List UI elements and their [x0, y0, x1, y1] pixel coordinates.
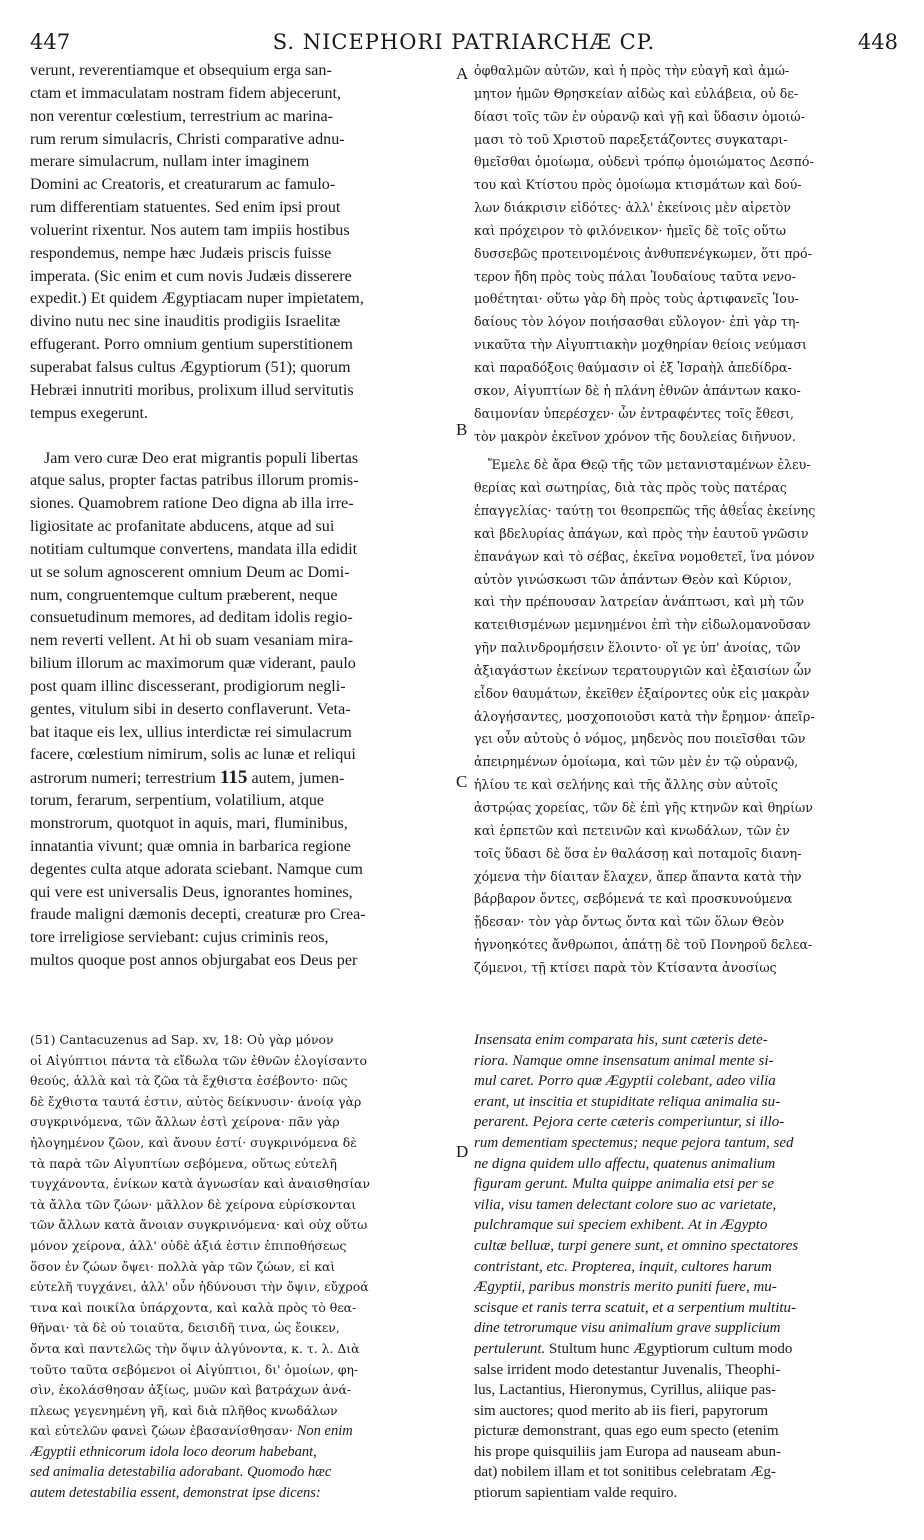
footnote-right: [474, 1030, 898, 1530]
footnote-line: ptiorum sapientiam valde requiro.: [474, 1485, 678, 1502]
footnote-line: pulchramque sui speciem exhibent. At in Ægypto: [474, 1217, 768, 1234]
footnote-line: Ægyptii, paribus monstris merito puniti fuere, mu-: [474, 1279, 777, 1296]
text-line: χόμενα τὴν δίαιταν ἔλαχεν, ἅπερ ἅπαντα κατὰ τὴν: [474, 868, 802, 884]
text-line: post quam illinc discesserant, prodigiorum negli-: [30, 677, 346, 695]
text-fragment: autem, jumen-: [251, 770, 345, 788]
text-line: Hebræi innutriti moribus, prolixum illud servitutis: [30, 381, 354, 399]
text-line: non verentur cœlestium, terrestrium ac marina-: [30, 107, 333, 125]
footnote-line: εὐτελῆ τυγχάνει, ἀλλ' οὖν ἡδύνουσι τὴν ὄψιν, εὔχροά: [30, 1279, 369, 1295]
footnote-line: scisque et ranis terra scatuit, et a serpentium multitu-: [474, 1299, 797, 1316]
column-number: 115: [219, 767, 248, 789]
footnote-line: τυγχάνοντα, ἐνίκων κατὰ ἀγνωσίαν καὶ ἀναισθησίαν: [30, 1176, 371, 1192]
text-line: τοῖς ὕδασι δὲ ὅσα ἐν θαλάσσῃ καὶ ποταμοῖς διανη-: [474, 845, 802, 861]
text-line: ἀξιαγάστων ἐκείνων τερατουργιῶν καὶ ἐξαισίων ὧν: [474, 662, 812, 678]
text-line: μασι τὸ τοῦ Χριστοῦ παρεξετάζοντες συγκαταρι-: [474, 131, 788, 147]
text-line: [30, 767, 452, 790]
text-line: imperata. (Sic enim et cum novis Judæis disserere: [30, 267, 352, 285]
latin-paragraph-1: [30, 60, 452, 426]
text-line: γει οὖν αὐτοὺς ὁ νόμος, μηδενὸς που ποιεῖσθαι τῶν: [474, 731, 806, 747]
footnote-line: ἠλογημένον ζῶον, καὶ ἄνουν ἐστί· συγκρινόμενα δὲ: [30, 1134, 357, 1150]
footnote-line: Insensata enim comparata his, sunt cæteris dete-: [474, 1032, 768, 1048]
footnote-line: μόνον χείρονα, ἀλλ' οὐδὲ ἀξιά ἐστιν ἐπιποθήσεως: [30, 1237, 347, 1253]
text-line: ἐπαγγελίας· ταύτῃ τοι θεοπρεπῶς τῆς ἀθεΐας ἐκείνης: [474, 503, 816, 519]
text-line: tempus exegerunt.: [30, 404, 148, 422]
footnote-line: τὰ παρὰ τῶν Αἰγυπτίων σεβόμενα, οὕτως εὐτελῆ: [30, 1155, 337, 1171]
text-line: νικαῦτα τὴν Αἰγυπτιακὴν μοχθηρίαν θείοις νεύμασι: [474, 337, 807, 353]
text-line: ligiositate ac profanitate abducens, atque ad sui: [30, 518, 335, 536]
text-line: merare simulacrum, nullam inter imaginem: [30, 153, 310, 171]
text-fragment: καὶ εὐτελῶν φανεὶ ζώων ἐβασανίσθησαν·: [30, 1423, 293, 1439]
text-line: καὶ ἑρπετῶν καὶ πετεινῶν καὶ κνωδάλων, τῶν ἐν: [474, 822, 790, 838]
text-line: voluerint rixentur. Nos autem tam impiis hostibus: [30, 221, 350, 239]
footnote-line: ne digna quidem ullo affectu, quatenus animalium: [474, 1155, 776, 1172]
footnote-line: salse irrident modo detestantur Juvenalis, Theophi-: [474, 1361, 781, 1378]
text-line: multos quoque post annos objurgabat eos Deus per: [30, 952, 358, 970]
footnote-line: [474, 1339, 898, 1360]
footnote-line: lus, Lactantius, Hieronymus, Cyrillus, aliique pas-: [474, 1382, 777, 1399]
latin-paragraph-2: [30, 448, 452, 973]
greek-paragraph-2: [474, 454, 898, 979]
text-fragment: Non enim: [296, 1423, 353, 1440]
text-line: superabat falsus cultus Ægyptiorum (51); quorum: [30, 358, 351, 376]
footnote-line: [30, 1421, 452, 1442]
text-line: ut se solum agnoscerent omnium Deum ac Domi-: [30, 563, 350, 581]
text-line: respondemus, nempe hæc Judæis priscis fuisse: [30, 244, 332, 262]
text-line: verunt, reverentiamque et obsequium erga san-: [30, 62, 332, 79]
text-line: torum, ferarum, serpentium, volatilium, atque: [30, 792, 325, 810]
footnote-line: ὅσον ἐν ζώων ὄψει· πολλὰ γὰρ τῶν ζώων, εἰ καὶ: [30, 1258, 336, 1274]
text-line: ὀφθαλμῶν αὐτῶν, καὶ ἡ πρὸς τὴν εὐαγῆ καὶ ἀμώ-: [474, 63, 790, 78]
text-line: ἐπανάγων καὶ τὸ σέβας, ἐκεῖνα νομοθετεῖ, ἵνα μόνον: [474, 548, 815, 564]
footnote-line: οἱ Αἰγύπτιοι πάντα τὰ εἴδωλα τῶν ἐθνῶν ἐλογίσαντο: [30, 1052, 368, 1068]
text-line: atque salus, propter factas patribus illorum promis-: [30, 472, 359, 490]
text-line: γῆν παλινδρομήσειν ἕλοιντο· οἵ γε ὑπ' ἀνοίας, τῶν: [474, 640, 801, 656]
text-line: num, congruentemque cultum præberent, neque: [30, 586, 338, 604]
greek-paragraph-1: [474, 60, 898, 448]
text-line: λων διάκρισιν εἰδότες· ἀλλ' ἐκείνοις μὲν αἱρετὸν: [474, 200, 791, 216]
footnote-line: sed animalia detestabilia adorabant. Quomodo hæc: [30, 1464, 332, 1481]
text-line: τερον ἤδη πρὸς τοὺς πάλαι Ἰουδαίους ταῦτα νενο-: [474, 268, 796, 284]
text-line: καὶ πρόχειρον τὸ φιλόνεικον· ἡμεῖς δὲ τοῖς οὕτω: [474, 222, 787, 238]
text-line: tore irreligiose serviebant: cujus criminis reos,: [30, 929, 329, 947]
running-title: S. NICEPHORI PATRIARCHÆ CP.: [272, 30, 656, 54]
text-line: μητον ἡμῶν Θρησκείαν αἰδὼς καὶ εὐλάβεια, οὐ δε-: [474, 85, 799, 101]
text-line: μοθέτηται· οὕτω γὰρ δὴ πρὸς τοὺς ἀρτιφανεῖς Ἰου-: [474, 291, 799, 307]
footnote-line: Ægyptii ethnicorum idola loco deorum habebant,: [30, 1443, 317, 1460]
text-line: ctam et immaculatam nostram fidem abjecerunt,: [30, 84, 342, 102]
footnote-line: τῶν ἄλλων κατὰ ἄνοιαν συγκρινόμενα· καὶ οὐχ οὕτω: [30, 1217, 368, 1233]
footnote-line: θῆναι· τὰ δὲ οὐ τοιαῦτα, δεισιδῆ τινα, ὡς ἔοικεν,: [30, 1320, 340, 1336]
footnote-line: σὶν, ἐκολάσθησαν ἀξίως, μυῶν καὶ βατράχων ἀνά-: [30, 1382, 352, 1398]
text-line: expedit.) Et quidem Ægyptiacam nuper impietatem,: [30, 290, 364, 308]
text-line: fraude maligni dæmonis decepti, creaturæ pro Crea-: [30, 906, 366, 924]
section-marker-d: D: [456, 1142, 469, 1161]
text-fragment: astrorum numeri; terrestrium: [30, 770, 216, 788]
text-line: αὐτὸν γινώσκωσι τῶν ἁπάντων Θεὸν καὶ Κύριον,: [474, 571, 792, 587]
footnote-line: rum dementiam spectemus; neque pejora tantum, sed: [474, 1134, 794, 1151]
text-fragment: pertulerunt.: [474, 1340, 546, 1357]
text-line: degentes culta atque adorata sciebant. Namque cum: [30, 860, 363, 878]
footnote-line: cultæ belluæ, turpi genere sunt, et omnino spectatores: [474, 1237, 799, 1254]
text-line: θμεῖσθαι ὁμοίωμα, οὐδενὶ τρόπῳ ὁμοιώματος Δεσπό-: [474, 154, 814, 170]
text-line: ἀστρῴας χορείας, τῶν δὲ ἐπὶ γῆς κτηνῶν καὶ θηρίων: [474, 800, 813, 815]
text-line: Domini ac Creatoris, et creaturarum ac famulo-: [30, 176, 336, 194]
text-line: rum rerum simulacris, Christi comparative adnu-: [30, 130, 345, 148]
footnote-line: dat) nobilem illam et tot sonitibus celebratam Æg-: [474, 1464, 777, 1481]
text-line: rum differentiam statuentes. Sed enim ipsi prout: [30, 199, 341, 217]
footnote-line: τοῦτο ταῦτα σεβόμενοι οἱ Αἰγύπτιοι, δι' ὁμοίων, φη-: [30, 1361, 359, 1377]
latin-column: [30, 60, 452, 980]
text-line: qui vere est universalis Deus, ignorantes homines,: [30, 883, 353, 901]
text-line: Ἔμελε δὲ ἄρα Θεῷ τῆς τῶν μετανισταμένων ἐλευ-: [488, 457, 811, 473]
text-line: ἀπειρημένων ὁμοίωμα, καὶ τῶν μὲν ἐν τῷ οὐρανῷ,: [474, 754, 799, 770]
text-line: ᾔδεσαν· τὸν γὰρ ὄντως ὄντα καὶ τῶν ὅλων Θεὸν: [474, 914, 785, 930]
text-line: ἠγνοηκότες ἄνθρωποι, ἀπάτῃ δὲ τοῦ Πονηροῦ δελεα-: [474, 937, 813, 953]
text-line: τὸν μακρὸν ἐκεῖνον χρόνον τῆς δουλείας διῆνυον.: [474, 428, 796, 444]
text-line: effugerant. Porro omnium gentium superstitionem: [30, 336, 353, 354]
footnote-line: vilia, visu tamen delectant colore suo ac varietate,: [474, 1196, 777, 1213]
text-line: καὶ τὴν πρέπουσαν λατρείαν ἀνάπτωσι, καὶ μὴ τῶν: [474, 594, 805, 610]
text-line: ἡλίου τε καὶ σελήνης καὶ τῆς ἄλλης σὺν αὐτοῖς: [474, 777, 778, 793]
text-line: ζόμενοι, τῇ κτίσει παρὰ τὸν Κτίσαντα ἀνοσίως: [474, 959, 777, 975]
footnote-line: τὰ ἄλλα τῶν ζώων· μᾶλλον δὲ χείρονα εὑρίσκονται: [30, 1196, 357, 1212]
text-line: facere, cœlestium nimirum, solis ac lunæ et reliqui: [30, 746, 356, 764]
text-line: δυσσεβῶς προτεινομένοις ἀνθυπενέγκωμεν, ὅτι πρό-: [474, 245, 812, 261]
footnote-line: δὲ ἔχθιστα ταυτά ἐστιν, αὐτὸς δείκνυσιν· ἀνοίᾳ γὰρ: [30, 1093, 362, 1109]
page-number-left: 447: [30, 30, 71, 54]
text-line: Jam vero curæ Deo erat migrantis populi libertas: [44, 449, 359, 467]
footnote-line: perarent. Pejora certe cæteris comperiuntur, si illo-: [474, 1114, 785, 1131]
footnote-line: his prope quisquiliis jam Europa ad nauseam abun-: [474, 1443, 782, 1460]
text-line: gentes, vitulum sibi in deserto conflaverunt. Veta-: [30, 700, 351, 718]
text-line: monstrorum, quotquot in aquis, mari, fluminibus,: [30, 815, 348, 832]
text-line: δαίους τὸν λόγον ποιήσασθαι εὔλογον· ἐπὶ γὰρ τη-: [474, 314, 800, 330]
section-marker-c: C: [456, 772, 468, 791]
text-line: εἶδον θαυμάτων, ἐκεῖθεν ἐξαίροντες οὐκ εἰς μακρὰν: [474, 685, 810, 701]
paragraph-gap: [30, 426, 452, 448]
footnote-line: figuram gerunt. Multa quippe animalia etsi per se: [474, 1176, 774, 1193]
footnote-line: συγκρινόμενα, τῶν ἄλλων ἐστὶ χείρονα· πᾶν γὰρ: [30, 1114, 340, 1130]
text-line: siones. Quamobrem ratione Deo digna ab illa irre-: [30, 495, 354, 513]
footnote-line: contristant, etc. Propterea, inquit, cultores harum: [474, 1258, 772, 1275]
text-line: bilium illorum ac maximorum quæ viderant, paulo: [30, 655, 356, 673]
greek-column: [474, 60, 898, 980]
footnote-line: riora. Namque omne insensatum animal mente si-: [474, 1052, 774, 1069]
running-header: [30, 30, 898, 60]
text-line: nem reverti vellent. At hi ob suam vesaniam mira-: [30, 632, 354, 650]
text-line: καὶ παραδόξοις θαύμασιν οἱ ἐξ Ἰσραὴλ ἀπεδίδρα-: [474, 359, 792, 375]
footnote-line: sim auctores; quod merito ab iis fieri, papyrorum: [474, 1402, 769, 1419]
text-line: θερίας καὶ σωτηρίας, διὰ τὰς πρὸς τοὺς πατέρας: [474, 480, 787, 496]
text-line: innatantia vivunt; quæ omnia in barbarica regione: [30, 837, 351, 855]
footnote-line: πλεως γεγενημένη γῆ, καὶ διὰ πλῆθος κνωδάλων: [30, 1402, 338, 1418]
text-line: του καὶ Κτίστου πρὸς ὁμοίωμα κτισμάτων καὶ δού-: [474, 177, 802, 193]
footnote-line: τινα καὶ ποικίλα ὑπάρχοντα, καὶ καλὰ πρὸς τὸ θεα-: [30, 1299, 357, 1315]
text-line: βάρβαρον ὄντες, σεβόμενά τε καὶ προσκυνούμενα: [474, 891, 793, 907]
text-fragment: Stultum hunc Ægyptiorum cultum modo: [549, 1340, 793, 1357]
text-line: καὶ βδελυρίας ἀπάγων, καὶ πρὸς τὴν ἑαυτοῦ γνῶσιν: [474, 525, 809, 541]
text-line: notitiam cultumque convertens, mandata illa edidit: [30, 540, 358, 558]
footnote-line: picturæ demonstrant, quas ego eum specto (etenim: [474, 1423, 779, 1440]
text-line: divino nutu nec sine inauditis prodigiis Israelitæ: [30, 313, 341, 331]
text-line: ἀλογήσαντες, μοσχοποιοῦσι κατὰ τὴν ἔρημον· ἀπεῖρ-: [474, 708, 815, 724]
text-line: consuetudinum memores, ad deditam idolis regio-: [30, 609, 353, 627]
text-line: κατειθισμένων μεμνημένοι ἐπὶ τὴν εἰδωλομανοῦσαν: [474, 617, 811, 633]
page-number-right: 448: [857, 30, 898, 54]
footnote-line: (51) Cantacuzenus ad Sap. xv, 18: Οὐ γὰρ μόνον: [30, 1032, 334, 1047]
text-line: σκον, Αἰγυπτίων δὲ ἡ πλάνη ἐθνῶν ἁπάντων κακο-: [474, 382, 801, 398]
text-line: bat itaque eis lex, ullius interdictæ rei simulacrum: [30, 723, 352, 741]
section-marker-b: B: [456, 420, 468, 439]
footnote-line: erant, ut inscitia et stupiditate reliqua animalia su-: [474, 1093, 781, 1110]
footnote-left: [30, 1030, 452, 1530]
footnote-line: mul caret. Porro quæ Ægyptii colebant, adeo vilia: [474, 1073, 776, 1090]
section-marker-a: A: [456, 64, 469, 83]
footnote-line: autem detestabilia essent, demonstrat ipse dicens:: [30, 1485, 321, 1502]
footnote-line: dine tetrorumque visu animalium grave supplicium: [474, 1320, 781, 1337]
text-line: δίασι τοῖς τῶν ἐν οὐρανῷ καὶ γῇ καὶ ὕδασιν ὁμοιώ-: [474, 108, 805, 124]
text-line: δαιμονίαν ὑπερέσχεν· ὧν ἐντραφέντες τοῖς ἔθεσι,: [474, 405, 795, 421]
footnote-line: θεούς, ἀλλὰ καὶ τὰ ζῶα τὰ ἔχθιστα ἐσέβοντο· πῶς: [30, 1073, 348, 1089]
footnote-line: ὄντα καὶ παντελῶς τὴν ὄψιν ἀλγύνοντα, κ. τ. λ. Διὰ: [30, 1340, 360, 1356]
